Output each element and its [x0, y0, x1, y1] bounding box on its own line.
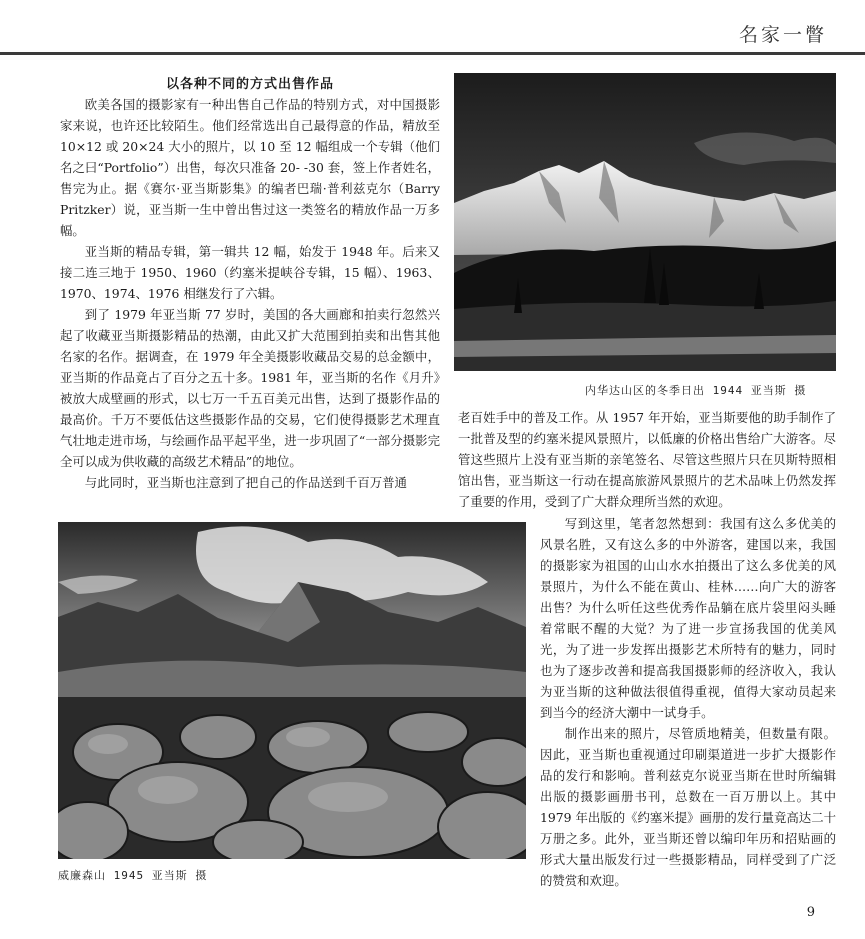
paragraph: 到了 1979 年亚当斯 77 岁时，美国的各大画廊和拍卖行忽然兴起了收藏亚当斯摄影精品的热潮，由此又扩大范围到拍卖和出售其他名家的名作。据调查，在 1979 年全美摄影收藏品交易的总金额中，亚当斯的作品竟占了百分之五十多。1981 年，亚当斯的名作《月升》被放大成壁画的形式，以七万一千五百美元出售，达到了摄影作品的最高价。千万不要低估这些摄影作品的交易，它们使得摄影艺术理直气壮地走进市场，与绘画作品平起平坐，进一步巩固了“一部分摄影完全可以成为供收藏的高级艺术精品”的地位。 [60, 307, 440, 469]
winter-sunrise-image [454, 73, 836, 371]
text-column-left [60, 94, 440, 493]
paragraph: 老百姓手中的普及工作。从 1957 年开始，亚当斯要他的助手制作了一批普及型的约塞米提风景照片，以低廉的价格出售给广大游客。尽管这些照片上没有亚当斯的亲笔签名、尽管这些照片只在贝斯特照相馆出售，亚当斯这一行动在提高旅游风景照片的艺术品味上仍然发挥了重要的作用，受到了广大群众理所当然的欢迎。 [458, 410, 836, 509]
photo-caption: 威廉森山 1945 亚当斯 摄 [58, 869, 208, 882]
article-title: 以各种不同的方式出售作品 [165, 77, 334, 92]
section-title: 名家一瞥 [738, 24, 827, 46]
paragraph: 欧美各国的摄影家有一种出售自己作品的特别方式，对中国摄影家来说，也许还比较陌生。他们经常选出自己最得意的作品，精放至 10×12 或 20×24 大小的照片，以 10 至 12 幅组成一个专辑（他们名之曰“Portfolio”）出售，每次只准备 20- -30 套，签上作者姓名，售完为止。据《赛尔·亚当斯影集》的编者巴瑞·普利兹克尔（Barry Pritzker）说，亚当斯一生中曾出售过这一类签名的精放作品一万多幅。 [60, 97, 440, 238]
paragraph: 写到这里，笔者忽然想到：我国有这么多优美的风景名胜，又有这么多的中外游客，建国以来，我国的摄影家为祖国的山山水水拍摄出了这么多优美的风景照片，为什么不能在黄山、桂林……向广大的游客出售？为什么听任这些优秀作品躺在底片袋里闷头睡着常眠不醒的大觉？为了进一步宣扬我国的优美风光，为了进一步发挥出摄影艺术所特有的魅力，同时也为了逐步改善和提高我国摄影师的经济收入，我认为亚当斯的这种做法很值得重视，值得大家动员起来到当今的经济大潮中一试身手。 [540, 516, 836, 720]
paragraph: 制作出来的照片，尽管质地精美，但数量有限。因此，亚当斯也重视通过印刷渠道进一步扩大摄影作品的发行和影响。普利兹克尔说亚当斯在世时所编辑出版的摄影画册书刊，总数在一百万册以上。其中 1979 年出版的《约塞米提》画册的发行量竟高达二十万册之多。此外，亚当斯还曾以编印年历和招贴画的形式大量出版发行过一些摄影精品，同样受到了广泛的赞赏和欢迎。 [540, 726, 836, 888]
photo-mount-williamson [58, 522, 526, 859]
header-rule [0, 52, 865, 55]
page-number: 9 [806, 905, 815, 920]
paragraph: 与此同时，亚当斯也注意到了把自己的作品送到千百万普通 [84, 475, 407, 490]
text-column-right-middle [458, 407, 836, 512]
paragraph: 亚当斯的精品专辑，第一辑共 12 幅，始发于 1948 年。后来又接二连三地于 1950、1960（约塞米提峡谷专辑，15 幅）、1963、1970、1974、1976 相继发行了六辑。 [60, 244, 440, 301]
mount-williamson-image [58, 522, 526, 859]
text-column-right-lower [540, 513, 836, 891]
photo-winter-sunrise [454, 73, 836, 371]
photo-caption: 内华达山区的冬季日出 1944 亚当斯 摄 [585, 384, 807, 397]
